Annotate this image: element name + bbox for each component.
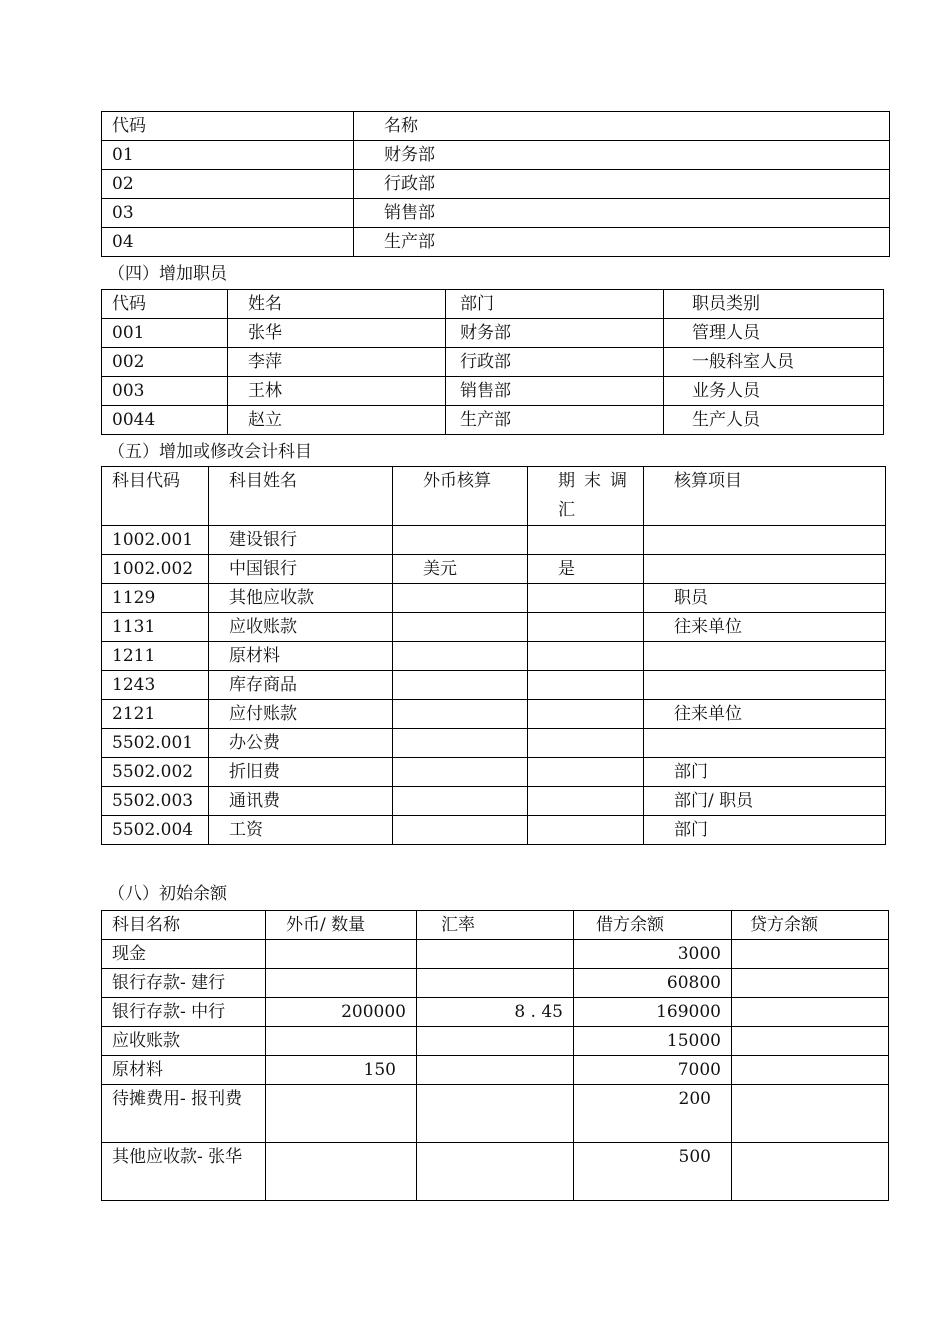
table-row [102,969,889,998]
table-row [102,228,890,257]
table-cell: 银行存款- 中行 [102,998,266,1027]
table-cell: 其他应收款- 张华 [102,1143,266,1201]
header-cell: 代码 [102,290,228,319]
table-row [102,526,886,555]
table-cell [266,1027,417,1056]
table-row [102,348,884,377]
table-header-row [102,112,890,141]
table-cell: 部门 [644,758,886,787]
table-cell: 中国银行 [209,555,393,584]
table-cell [528,758,644,787]
table-cell: 库存商品 [209,671,393,700]
table-cell: 04 [102,228,354,257]
table-cell: 管理人员 [664,319,884,348]
table-cell: 150 [266,1056,417,1085]
table-cell: 200000 [266,998,417,1027]
table-cell [393,729,528,758]
table-row [102,1143,889,1201]
table-row [102,584,886,613]
table-cell: 往来单位 [644,613,886,642]
table-cell: 7000 [574,1056,732,1085]
table-cell: 是 [528,555,644,584]
employees-section [101,289,884,435]
table-cell: 办公费 [209,729,393,758]
header-cell: 名称 [354,112,890,141]
table-cell: 60800 [574,969,732,998]
table-row [102,199,890,228]
table-cell [732,969,889,998]
header-cell: 姓名 [228,290,446,319]
table-cell: 2121 [102,700,209,729]
table-cell: 001 [102,319,228,348]
table-cell: 02 [102,170,354,199]
table-cell: 部门/ 职员 [644,787,886,816]
table-cell [528,671,644,700]
table-cell: 003 [102,377,228,406]
table-cell [393,671,528,700]
table-cell [732,1085,889,1143]
table-row [102,700,886,729]
table-cell [732,940,889,969]
table-cell: 1002.001 [102,526,209,555]
table-cell [393,584,528,613]
table-cell [732,998,889,1027]
departments-table [101,111,890,257]
table-cell: 200 [574,1085,732,1143]
table-cell [528,526,644,555]
table-cell [732,1027,889,1056]
header-cell: 核算项目 [644,467,886,526]
table-cell [393,700,528,729]
table-cell [393,816,528,845]
table-cell [528,584,644,613]
table-cell [266,1143,417,1201]
table-cell: 行政部 [354,170,890,199]
table-row [102,141,890,170]
table-cell: 5502.003 [102,787,209,816]
table-cell: 李萍 [228,348,446,377]
table-cell: 5502.004 [102,816,209,845]
table-cell: 169000 [574,998,732,1027]
table-row [102,729,886,758]
table-cell: 待摊费用- 报刊费 [102,1085,266,1143]
table-cell: 王林 [228,377,446,406]
table-cell: 美元 [393,555,528,584]
table-cell: 生产部 [354,228,890,257]
table-cell [644,671,886,700]
table-cell: 1002.002 [102,555,209,584]
table-cell [528,642,644,671]
table-cell: 通讯费 [209,787,393,816]
table-cell [266,1085,417,1143]
table-cell [393,758,528,787]
table-cell [528,613,644,642]
table-cell [266,969,417,998]
table-cell [266,940,417,969]
header-cell: 科目代码 [102,467,209,526]
table-cell: 03 [102,199,354,228]
header-cell: 外币/ 数量 [266,911,417,940]
section-heading-balances: （八）初始余额 [108,884,227,904]
table-row [102,816,886,845]
table-cell: 行政部 [446,348,664,377]
table-row [102,1085,889,1143]
table-cell: 002 [102,348,228,377]
accounts-table [101,466,886,845]
header-cell: 部门 [446,290,664,319]
table-cell: 一般科室人员 [664,348,884,377]
table-cell: 折旧费 [209,758,393,787]
table-cell [644,642,886,671]
table-cell: 销售部 [354,199,890,228]
table-cell: 生产人员 [664,406,884,435]
section-heading-employees: （四）增加职员 [108,264,227,284]
table-cell: 原材料 [209,642,393,671]
table-cell: 往来单位 [644,700,886,729]
header-cell: 借方余额 [574,911,732,940]
table-cell: 建设银行 [209,526,393,555]
departments-section [101,111,890,257]
table-cell: 1211 [102,642,209,671]
table-cell: 银行存款- 建行 [102,969,266,998]
table-cell [528,729,644,758]
balances-section [101,910,889,1201]
table-cell [417,940,574,969]
table-header-row [102,911,889,940]
table-cell: 业务人员 [664,377,884,406]
table-row [102,1027,889,1056]
table-cell [528,787,644,816]
table-cell: 8 . 45 [417,998,574,1027]
table-row [102,555,886,584]
header-cell: 职员类别 [664,290,884,319]
table-cell: 1129 [102,584,209,613]
table-cell: 部门 [644,816,886,845]
table-cell: 01 [102,141,354,170]
table-cell [393,787,528,816]
table-cell [393,642,528,671]
header-label: 期末调汇 [558,471,636,520]
header-cell: 代码 [102,112,354,141]
table-cell: 现金 [102,940,266,969]
header-cell: 贷方余额 [732,911,889,940]
table-cell [393,613,528,642]
section-heading-accounts: （五）增加或修改会计科目 [108,442,312,462]
table-cell [417,1027,574,1056]
table-row [102,319,884,348]
table-row [102,613,886,642]
table-cell [393,526,528,555]
header-cell [528,467,644,526]
table-cell [417,969,574,998]
table-cell: 1243 [102,671,209,700]
table-cell: 3000 [574,940,732,969]
table-cell: 其他应收款 [209,584,393,613]
table-row [102,170,890,199]
table-row [102,1056,889,1085]
table-cell: 15000 [574,1027,732,1056]
table-cell: 应收账款 [209,613,393,642]
table-row [102,758,886,787]
table-row [102,377,884,406]
header-cell: 汇率 [417,911,574,940]
header-cell: 外币核算 [393,467,528,526]
table-row [102,642,886,671]
table-cell: 5502.001 [102,729,209,758]
table-cell [732,1143,889,1201]
table-cell [644,729,886,758]
header-cell: 科目姓名 [209,467,393,526]
table-cell [528,816,644,845]
table-row [102,940,889,969]
table-cell: 赵立 [228,406,446,435]
table-cell [417,1056,574,1085]
table-cell [417,1085,574,1143]
table-row [102,998,889,1027]
table-header-row [102,290,884,319]
table-row [102,787,886,816]
table-cell [417,1143,574,1201]
header-cell: 科目名称 [102,911,266,940]
table-row [102,406,884,435]
table-cell: 0044 [102,406,228,435]
table-cell [528,700,644,729]
table-cell: 原材料 [102,1056,266,1085]
table-cell: 生产部 [446,406,664,435]
balances-table [101,910,889,1201]
table-cell: 财务部 [354,141,890,170]
table-cell: 500 [574,1143,732,1201]
table-cell: 销售部 [446,377,664,406]
table-cell: 应收账款 [102,1027,266,1056]
table-cell: 财务部 [446,319,664,348]
table-cell: 应付账款 [209,700,393,729]
table-cell: 工资 [209,816,393,845]
table-cell: 职员 [644,584,886,613]
table-header-row [102,467,886,526]
table-cell: 1131 [102,613,209,642]
table-cell: 张华 [228,319,446,348]
table-cell: 5502.002 [102,758,209,787]
table-row [102,671,886,700]
table-cell [732,1056,889,1085]
employees-table [101,289,884,435]
table-cell [644,526,886,555]
accounts-section [101,466,886,845]
table-cell [644,555,886,584]
